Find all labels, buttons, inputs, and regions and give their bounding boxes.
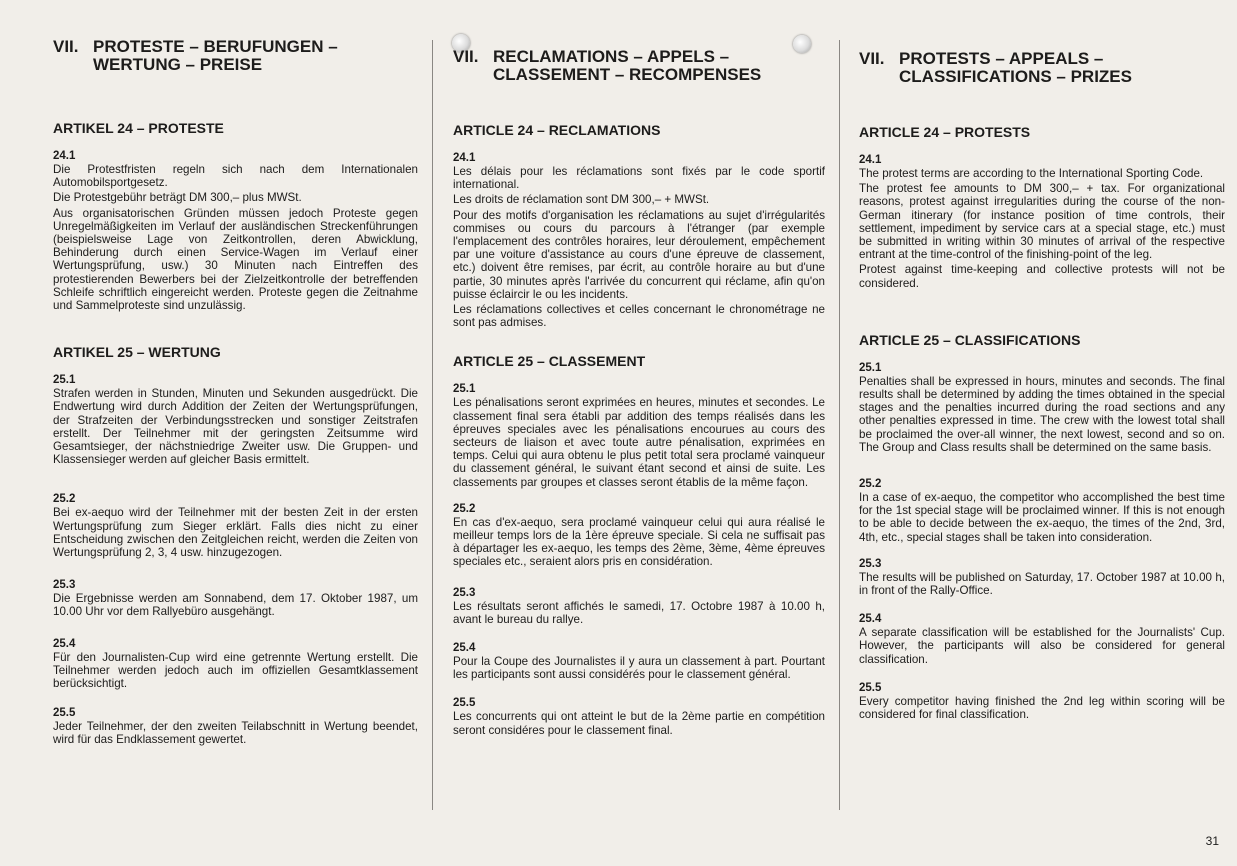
chapter-heading-english [859,50,1225,86]
german-column [0,0,432,866]
chapter-number: VII. [859,49,885,68]
section-25-2: 25.2 [53,493,76,506]
paragraph: The protest fee amounts to DM 300,– + tax. For organizational reasons, protest against irregularities during the course of the non-German itinerary (for instance position of time controls, their settlement, impediment by service cars at a special stage, etc.) must be submitted in writing within 30 minutes of arrival of the respective entrant at the time-control of the finishing-point of the leg. [859,182,1225,262]
section-24-1: 24.1 [859,154,882,166]
section-25-1: 25.1 [859,361,882,374]
chapter-title: RECLAMATIONS – APPELS – CLASSEMENT – RECOMPENSES [493,47,762,84]
article-25-title: ARTICLE 25 – CLASSEMENT [453,353,646,370]
section-25-1: 25.1 [53,374,76,387]
paragraph: Les concurrents qui ont atteint le but de la 2ème partie en compétition seront considéres pour le classement final. [453,710,825,737]
section-25-2: 25.2 [453,502,476,515]
section-25-5: 25.5 [53,707,76,720]
section-25-4: 25.4 [859,613,882,626]
paragraph: The results will be published on Saturday, 17. October 1987 at 10.00 h, in front of the Rally-Office. [859,570,1225,598]
section-25-5: 25.5 [453,697,476,710]
section-24-1: 24.1 [453,152,476,164]
paragraph: Aus organisatorischen Gründen müssen jedoch Proteste gegen Unregelmäßigkeiten im Verlauf der ausländischen Streckenführungen (beispielsweise Lage von Zeitkontrollen, deren Abwicklung, Behinderung durch einen Service-Wagen im Verlauf einer Wertungsprüfung, usw.) 30 Minuten nach Eintreffen des protestierenden Bewerbers bei der Zielzeitkontrolle der betreffenden Schleife schriftlich eingereicht werden. Proteste gegen die Zeitnahme und Sammelproteste sind unzulässig. [53,206,418,313]
section-25-3: 25.3 [453,586,476,599]
english-column [839,0,1237,866]
paragraph: Pour la Coupe des Journalistes il y aura un classement à part. Pourtant les participants sont aussi considérés pour le classement général. [453,655,825,682]
section-24-1: 24.1 [53,150,76,162]
section-25-5: 25.5 [859,681,882,694]
paragraph: The protest terms are according to the International Sporting Code. [859,167,1204,180]
paragraph: Les résultats seront affichés le samedi, 17. Octobre 1987 à 10.00 h, avant le bureau du rallye. [453,599,825,626]
paragraph: Les droits de réclamation sont DM 300,– + MWSt. [453,193,710,207]
article-24-title: ARTIKEL 24 – PROTESTE [53,120,224,136]
french-column [432,0,839,866]
paragraph: Die Ergebnisse werden am Sonnabend, dem 17. Oktober 1987, um 10.00 Uhr vor dem Rallyebüro ausgehängt. [53,592,418,619]
paragraph: Les pénalisations seront exprimées en heures, minutes et secondes. Le classement final sera établi par addition des temps réalisés dans les épreuves speciales avec les pénalisations encourues au cours des secteurs de liaison et avec toute autre pénalisation, exprimées en temps. Celui qui aura obtenu le plus petit total sera proclamé vainqueur du classement général, le suivant étant second et ainsi de suite. Les classements par groupes et classes seront établis de la même façon. [453,396,825,489]
chapter-title: PROTESTE – BERUFUNGEN – WERTUNG – PREISE [93,37,338,74]
chapter-number: VII. [453,47,479,66]
paragraph: Jeder Teilnehmer, der den zweiten Teilabschnitt in Wertung beendet, wird für das Endklassement gewertet. [53,720,418,747]
paragraph: Bei ex-aequo wird der Teilnehmer mit der besten Zeit in der ersten Wertungsprüfung zum Sieger erklärt. Falls dies nicht zu einer Entscheidung zwischen den Zeitgleichen reicht, werden die Zeiten von Wertungsprüfung 2, 3, 4 usw. hinzugezogen. [53,506,418,560]
chapter-number: VII. [53,37,79,56]
chapter-heading-french [453,48,825,84]
section-25-3: 25.3 [859,557,882,570]
paragraph: Les délais pour les réclamations sont fixés par le code sportif international. [453,165,825,192]
paragraph: Protest against time-keeping and collective protests will not be considered. [859,263,1225,290]
article-25-title: ARTIKEL 25 – WERTUNG [53,344,221,361]
paragraph: Die Protestgebühr beträgt DM 300,– plus MWSt. [53,191,302,205]
article-24-title: ARTICLE 24 – PROTESTS [859,124,1031,140]
page-number: 31 [1205,834,1219,848]
paragraph: Les réclamations collectives et celles concernant le chronométrage ne sont pas admises. [453,303,825,330]
section-25-1: 25.1 [453,383,476,396]
paragraph: Penalties shall be expressed in hours, minutes and seconds. The final results shall be determined by adding the times obtained in the special stages and the penalties incurred during the road sections and any other penalties expressed in time. The crew with the lowest total shall be proclaimed the over-all winner, the next lowest, second and so on. The Group and Class results shall be determined on the same basis. [859,374,1225,454]
chapter-heading-german [53,38,418,74]
section-25-3: 25.3 [53,579,76,592]
section-25-4: 25.4 [53,637,76,650]
paragraph: Für den Journalisten-Cup wird eine getrennte Wertung erstellt. Die Teilnehmer werden jedoch auch im offiziellen Gesamtklassement berücksichtigt. [53,650,418,691]
section-25-2: 25.2 [859,478,882,491]
paragraph: A separate classification will be established for the Journalists' Cup. However, the participants will also be considered for general classification. [859,626,1225,666]
paragraph: En cas d'ex-aequo, sera proclamé vainqueur celui qui aura réalisé le meilleur temps lors de la 1ère épreuve speciale. Si cela ne suffisait pas à départager les ex-aequo, les temps des 2ème, 3ème, 4ème épreuves speciales etc., seraient alors pris en considération. [453,515,825,569]
chapter-title: PROTESTS – APPEALS – CLASSIFICATIONS – PRIZES [899,49,1132,86]
paragraph: Every competitor having finished the 2nd leg within scoring will be considered for final classification. [859,694,1225,722]
paragraph: Pour des motifs d'organisation les réclamations au sujet d'irrégularités commises ou cours du parcours à l'étranger (par exemple l'emplacement des contrôles horaires, leur déroulement, empêchement par une voiture d'assistance au cours d'une épreuve de classement, etc.) doivent être remises, par écrit, au contrôle horaire au but d'une partie, 30 minutes après l'arrivée du concurrent qui réclame, afin qu'on puisse éclaircir le ou les incidents. [453,208,825,301]
paragraph: Die Protestfristen regeln sich nach dem Internationalen Automobilsportgesetz. [53,163,418,190]
section-25-4: 25.4 [453,642,476,655]
article-25-title: ARTICLE 25 – CLASSIFICATIONS [859,331,1081,348]
paragraph: In a case of ex-aequo, the competitor who accomplished the best time for the 1st special stage will be proclaimed winner. If this is not enough to be able to decide between the ex-aequo, the times of the 2nd, 3rd, 4th, etc., special stages shall be taken into consideration. [859,491,1225,544]
article-24-title: ARTICLE 24 – RECLAMATIONS [453,122,661,138]
paragraph: Strafen werden in Stunden, Minuten und Sekunden ausgedrückt. Die Endwertung wird durch Addition der Zeiten der Wertungsprüfungen, der Strafzeiten der Verbindungsstrecken und sonstiger Zeitstrafen erstellt. Der Teilnehmer mit der geringsten Zeitsumme wird Gesamtsieger, der nächstniedrige Zweiter usw. Die Gruppen- und Klassensieger werden auf gleicher Basis ermittelt. [53,387,418,467]
